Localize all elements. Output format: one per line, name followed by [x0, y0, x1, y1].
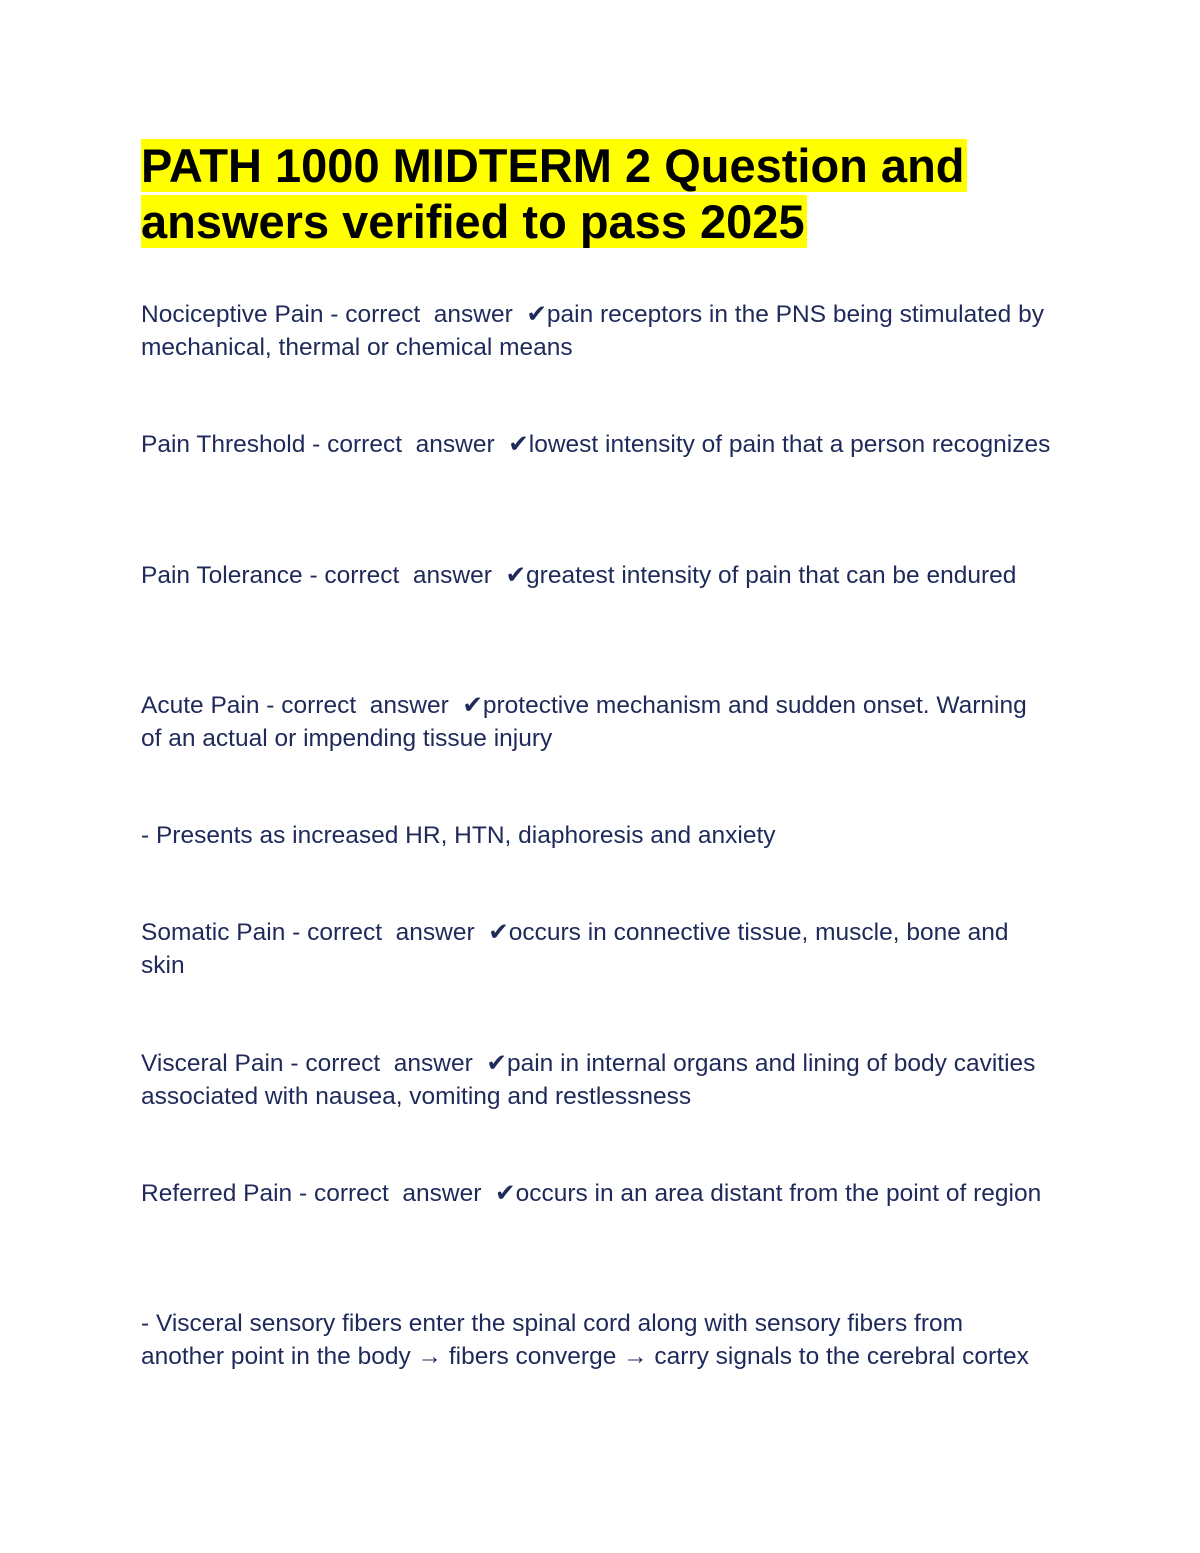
- title-line-1: PATH 1000 MIDTERM 2 Question and: [141, 139, 965, 192]
- entry-term: Acute Pain: [141, 692, 260, 719]
- note-referred-pain: - Visceral sensory fibers enter the spinal cord along with sensory fibers from another point in the body → fibers converge → carry signals to the cerebral cortex: [141, 1310, 1029, 1370]
- entry-term: Nociceptive Pain: [141, 301, 324, 328]
- document-title: [141, 138, 1041, 250]
- entry-term: Pain Threshold: [141, 431, 306, 458]
- entry-answer: occurs in an area distant from the point of region: [515, 1180, 1042, 1207]
- entry-answer: lowest intensity of pain that a person recognizes: [528, 431, 1051, 458]
- entry-pain-threshold: [141, 428, 1051, 461]
- entry-visceral-pain: [141, 1047, 1051, 1113]
- entry-separator: - correct answer: [323, 301, 527, 328]
- entry-answer: pain receptors in the PNS being stimulated by mechanical, thermal or chemical means: [141, 301, 1044, 361]
- check-icon: ✔: [462, 692, 483, 719]
- entry-separator: - correct answer: [305, 431, 509, 458]
- entry-separator: - correct answer: [302, 562, 506, 589]
- entry-term: Referred Pain: [141, 1180, 293, 1207]
- entry-separator: - correct answer: [283, 1050, 487, 1077]
- check-icon: ✔: [495, 1180, 516, 1207]
- entry-answer: pain in internal organs and lining of body cavities associated with nausea, vomiting and restlessness: [141, 1050, 1036, 1110]
- entry-term: Visceral Pain: [141, 1050, 284, 1077]
- title-line-2: answers verified to pass 2025: [141, 195, 805, 248]
- check-icon: ✔: [508, 431, 529, 458]
- note-acute-pain: - Presents as increased HR, HTN, diaphoresis and anxiety: [141, 822, 776, 849]
- entry-separator: - correct answer: [285, 919, 489, 946]
- check-icon: ✔: [526, 301, 547, 328]
- entry-answer: occurs in connective tissue, muscle, bone and skin: [141, 919, 1009, 979]
- entry-acute-pain: [141, 689, 1051, 755]
- entry-referred-pain: [141, 1177, 1051, 1210]
- entry-answer: protective mechanism and sudden onset. Warning of an actual or impending tissue injury: [141, 692, 1027, 752]
- entry-separator: - correct answer: [259, 692, 463, 719]
- entry-nociceptive-pain: [141, 298, 1051, 364]
- entry-term: Somatic Pain: [141, 919, 286, 946]
- entry-term: Pain Tolerance: [141, 562, 303, 589]
- check-icon: ✔: [486, 1050, 507, 1077]
- entry-pain-tolerance: [141, 559, 1051, 592]
- check-icon: ✔: [505, 562, 527, 589]
- entry-somatic-pain: [141, 916, 1051, 982]
- entry-separator: - correct answer: [292, 1180, 496, 1207]
- check-icon: ✔: [488, 919, 509, 946]
- entry-answer: greatest intensity of pain that can be endured: [526, 562, 1017, 589]
